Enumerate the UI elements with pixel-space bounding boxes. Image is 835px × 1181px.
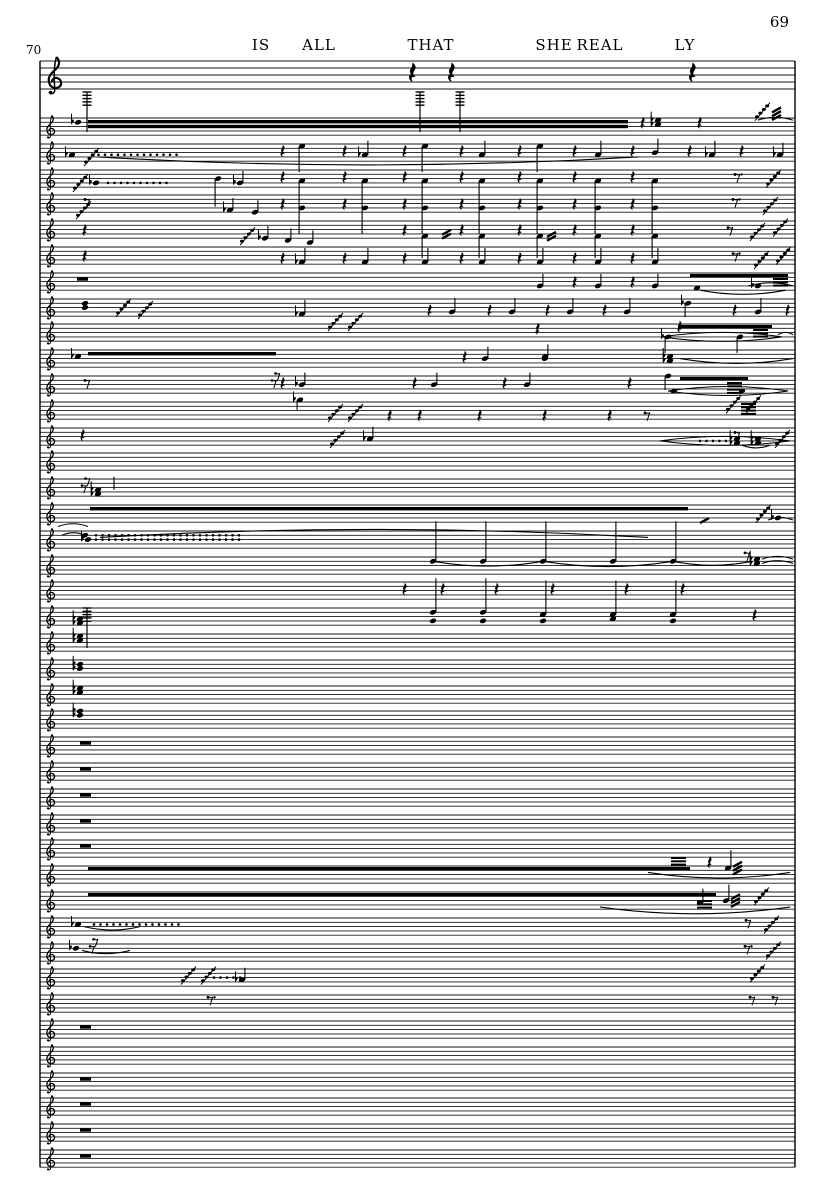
tie: [84, 927, 140, 930]
flat-sign: [774, 146, 776, 156]
tie: [600, 907, 790, 914]
staff: [40, 761, 795, 784]
dotted-line: [134, 538, 137, 541]
dotted-line: [166, 538, 169, 541]
dotted-line: [173, 538, 176, 541]
dotted-line: [725, 440, 728, 443]
beamlet-stack: [773, 278, 788, 280]
staff: [40, 787, 795, 810]
dotted-line: [712, 440, 715, 443]
dotted-line: [108, 534, 111, 537]
staff: [40, 1045, 795, 1068]
dotted-line: [231, 538, 234, 541]
dotted-line: [136, 153, 139, 156]
staff: [40, 391, 795, 422]
notehead: [669, 618, 677, 624]
dotted-line: [226, 976, 229, 979]
eighth-rest: [84, 379, 90, 388]
tie: [82, 950, 130, 953]
beamlet-stack: [671, 860, 686, 862]
lyric-syllable: ALL: [302, 36, 336, 54]
staff: [40, 580, 795, 603]
dotted-line: [162, 153, 165, 156]
tie: [58, 524, 88, 527]
notehead: [539, 618, 547, 624]
staff: [40, 1096, 795, 1119]
dotted-line: [192, 538, 195, 541]
dotted-line: [160, 538, 163, 541]
dotted-line: [110, 153, 113, 156]
lyric-syllable: SHE: [535, 36, 573, 54]
dotted-line: [151, 923, 154, 926]
staff: [40, 703, 795, 732]
dotted-line: [119, 923, 122, 926]
notehead: [72, 945, 80, 951]
dotted-line: [95, 538, 98, 541]
dotted-line: [179, 534, 182, 537]
staff: [40, 938, 795, 964]
dotted-line: [238, 534, 241, 537]
dotted-line: [232, 976, 235, 979]
staff: [40, 1148, 795, 1171]
dotted-line: [138, 923, 141, 926]
dotted-line: [145, 923, 148, 926]
whole-measure-rest: [80, 767, 91, 770]
eighth-rest: [84, 477, 90, 486]
dotted-line: [140, 538, 143, 541]
dotted-line: [218, 534, 221, 537]
dotted-line: [218, 538, 221, 541]
dotted-line: [106, 923, 109, 926]
dotted-line: [212, 534, 215, 537]
dotted-line: [225, 534, 228, 537]
dotted-line: [718, 440, 721, 443]
staff: [40, 193, 795, 234]
beamlet-stack: [753, 329, 768, 331]
staff: [40, 271, 795, 295]
flat-sign: [364, 430, 366, 440]
dotted-line: [179, 538, 182, 541]
dotted-line: [169, 153, 172, 156]
staff: [40, 372, 795, 396]
notehead: [76, 712, 84, 718]
dotted-line: [126, 182, 129, 185]
dotted-line: [147, 538, 150, 541]
staff: [40, 295, 795, 320]
dotted-line: [173, 534, 176, 537]
beam: [88, 893, 716, 896]
beamlet-stack: [671, 864, 686, 866]
dotted-line: [192, 534, 195, 537]
dotted-line: [164, 923, 167, 926]
dotted-line: [132, 923, 135, 926]
staff: [40, 168, 795, 209]
dotted-line: [101, 534, 104, 537]
whole-measure-rest: [80, 1128, 91, 1131]
beam: [88, 867, 690, 870]
flat-sign: [72, 916, 74, 926]
staff: [40, 608, 795, 654]
beamlet-stack: [753, 336, 768, 338]
dotted-line: [186, 534, 189, 537]
staff: [40, 1122, 795, 1145]
notehead: [74, 119, 82, 125]
staff: [40, 529, 795, 552]
eighth-rest: [732, 198, 741, 207]
staff: [40, 993, 795, 1016]
dotted-line: [107, 182, 110, 185]
tie: [673, 561, 752, 565]
flat-sign: [296, 306, 298, 316]
notehead: [81, 304, 89, 310]
staff: [40, 219, 795, 259]
flat-sign: [706, 146, 708, 156]
tremolo-slashes: [733, 862, 742, 875]
flat-sign: [359, 146, 361, 156]
dotted-line: [158, 923, 161, 926]
flat-sign: [296, 254, 298, 264]
beamlet-stack: [697, 907, 712, 909]
beamlet-stack: [741, 403, 756, 405]
dotted-line: [120, 182, 123, 185]
dotted-line: [199, 538, 202, 541]
notehead: [479, 618, 487, 624]
dotted-line: [238, 538, 241, 541]
staff: [40, 850, 795, 886]
staff: [40, 735, 795, 758]
dotted-line: [219, 976, 222, 979]
staff: [40, 680, 795, 707]
beam: [690, 274, 788, 277]
beamlet-stack: [727, 382, 742, 384]
slur: [668, 387, 788, 396]
staff: [40, 838, 795, 861]
beam: [90, 507, 688, 510]
beam: [678, 325, 772, 328]
beamlet-stack: [671, 857, 686, 859]
dotted-line: [705, 440, 708, 443]
lyric-syllable: LY: [674, 36, 696, 54]
staff: [40, 1071, 795, 1094]
tremolo-slashes: [547, 232, 556, 241]
dotted-line: [104, 153, 107, 156]
dotted-line: [113, 182, 116, 185]
notehead: [92, 180, 100, 186]
eighth-rest: [744, 551, 750, 560]
dotted-line: [97, 153, 100, 156]
whole-measure-rest: [80, 1025, 91, 1028]
dotted-line: [699, 440, 702, 443]
staff: [40, 885, 795, 914]
whole-measure-rest: [80, 1077, 91, 1080]
notehead: [429, 618, 437, 624]
dotted-line: [95, 534, 98, 537]
staff: [40, 344, 795, 370]
whole-measure-rest: [80, 1154, 91, 1157]
whole-measure-rest: [77, 277, 88, 280]
page-number: 69: [769, 13, 789, 31]
measure-number: 70: [26, 43, 42, 57]
whole-measure-rest: [80, 844, 91, 847]
dotted-line: [212, 538, 215, 541]
dotted-line: [133, 182, 136, 185]
dotted-line: [112, 923, 115, 926]
staff: [40, 813, 795, 836]
whole-measure-rest: [80, 1102, 91, 1105]
dotted-line: [99, 923, 102, 926]
staff: [40, 451, 795, 474]
dotted-line: [205, 538, 208, 541]
tie: [700, 290, 786, 294]
dotted-line: [153, 538, 156, 541]
beam: [88, 120, 628, 123]
whole-measure-rest: [80, 819, 91, 822]
dotted-line: [171, 923, 174, 926]
dotted-line: [186, 538, 189, 541]
staff: [40, 477, 795, 500]
dotted-line: [177, 923, 180, 926]
staff: [40, 139, 795, 173]
notehead: [76, 665, 84, 671]
dotted-line: [130, 153, 133, 156]
eighth-rest: [274, 372, 280, 381]
lyric-syllable: THAT: [407, 36, 455, 54]
eighth-rest: [271, 379, 277, 388]
beamlet-stack: [741, 413, 756, 415]
dotted-line: [143, 153, 146, 156]
dotted-line: [175, 153, 178, 156]
dotted-line: [121, 538, 124, 541]
dotted-line: [205, 534, 208, 537]
flat-sign: [236, 971, 238, 981]
dotted-line: [146, 182, 149, 185]
flat-sign: [72, 348, 74, 358]
staff: [40, 57, 795, 94]
dotted-line: [152, 182, 155, 185]
dotted-line: [117, 153, 120, 156]
dotted-line: [123, 153, 126, 156]
beamlet-stack: [741, 410, 756, 412]
tie: [648, 872, 790, 878]
dotted-line: [149, 153, 152, 156]
dotted-line: [199, 534, 202, 537]
dotted-line: [101, 538, 104, 541]
staff: [40, 92, 795, 138]
whole-measure-rest: [80, 741, 91, 744]
dotted-line: [108, 538, 111, 541]
dotted-line: [114, 538, 117, 541]
staff: [40, 964, 795, 989]
staff: [40, 245, 795, 270]
eighth-rest: [734, 173, 743, 182]
dotted-line: [159, 182, 162, 185]
dotted-line: [125, 923, 128, 926]
staff: [40, 1019, 795, 1042]
staff: [40, 426, 795, 449]
dotted-line: [231, 534, 234, 537]
staff: [40, 313, 795, 353]
beam: [88, 125, 628, 128]
dotted-line: [225, 538, 228, 541]
staff: [40, 916, 795, 939]
lyric-syllable: IS: [251, 36, 271, 54]
staff: [40, 656, 795, 681]
dotted-line: [156, 153, 159, 156]
dotted-line: [127, 538, 130, 541]
flat-sign: [66, 146, 68, 156]
flat-sign: [224, 202, 226, 212]
lyric-syllable: REAL: [576, 36, 624, 54]
beam: [88, 352, 276, 355]
eighth-rest: [92, 938, 98, 947]
dotted-line: [139, 182, 142, 185]
staff: [40, 503, 795, 527]
dotted-line: [213, 976, 216, 979]
dotted-line: [165, 182, 168, 185]
staff: [40, 578, 795, 628]
beam: [680, 377, 748, 380]
beamlet-stack: [741, 406, 756, 408]
whole-measure-rest: [80, 793, 91, 796]
beamlet-stack: [773, 285, 788, 287]
dotted-line: [93, 923, 96, 926]
